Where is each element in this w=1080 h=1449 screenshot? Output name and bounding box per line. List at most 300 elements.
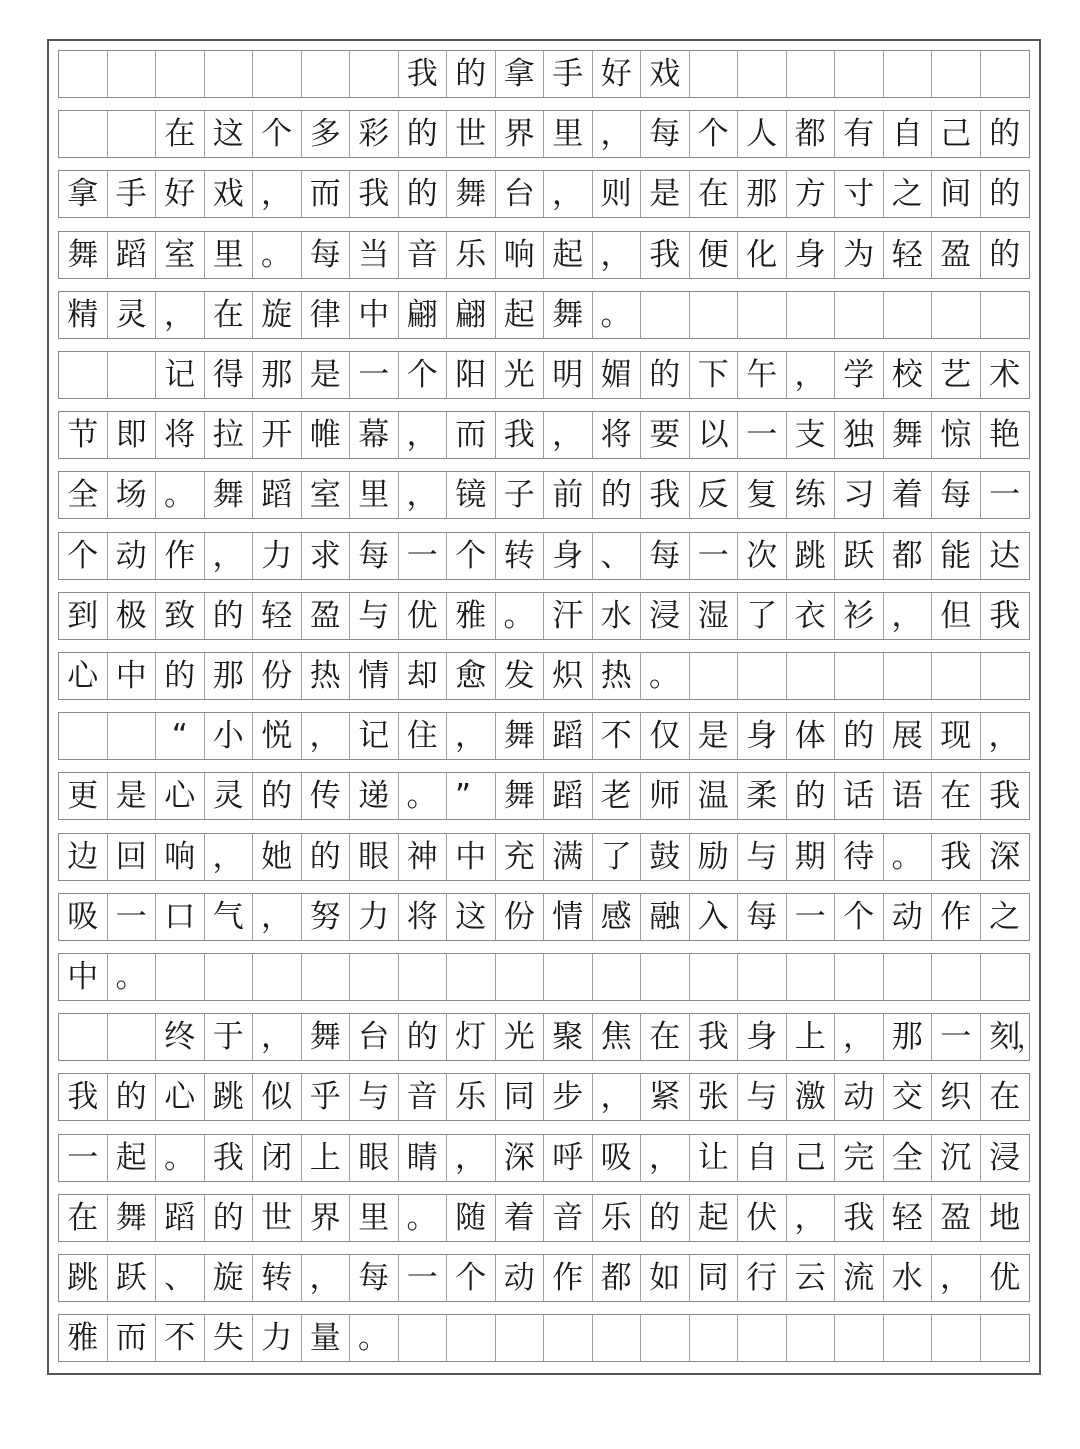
grid-cell: 盈 [932,232,981,278]
grid-cell: 记 [156,352,205,398]
grid-cell: 的 [835,713,884,759]
grid-cell [108,1014,157,1060]
grid-row [58,110,1030,158]
grid-cell [884,292,933,338]
grid-cell: 刻 ， [989,1018,1043,1055]
grid-cell: 舞 [108,1195,157,1241]
grid-cell: 达 [989,537,1021,574]
grid-cell: 。 [399,773,448,819]
grid-cell [593,954,642,1000]
grid-cell [884,954,933,1000]
grid-cell: 愈 [447,653,496,699]
grid-cell: 之 [884,171,933,217]
grid-cell: 求 [302,533,351,579]
grid-cell: 如 [641,1255,690,1301]
grid-cell: 蹈 [544,713,593,759]
grid-cell: 翩 [447,292,496,338]
grid-cell: 多 [302,111,351,157]
grid-cell: 一 [989,476,1021,513]
grid-cell: 次 [738,533,787,579]
grid-cell: 起 [108,1135,157,1181]
grid-row [58,772,1030,820]
grid-cell: 光 [496,352,545,398]
grid-cell: 一 [690,533,739,579]
grid-cell: 份 [496,894,545,940]
grid-cell: 支 [787,412,836,458]
grid-cell: 独 [835,412,884,458]
grid-cell: ， [253,894,302,940]
overflow-comma: ， [1016,1024,1043,1055]
grid-cell [835,51,884,97]
grid-cell: 。 [641,653,690,699]
grid-cell [350,51,399,97]
grid-cell: 深 [989,838,1021,875]
grid-cell: 传 [302,773,351,819]
grid-cell: 里 [350,1195,399,1241]
grid-cell [787,292,836,338]
grid-cell: 边 [59,834,108,880]
grid-cell [932,1315,981,1361]
grid-cell: 雅 [447,593,496,639]
grid-cell: 跳 [59,1255,108,1301]
grid-cell: 之 [989,898,1021,935]
grid-cell: 紧 [641,1074,690,1120]
grid-cell: 幕 [350,412,399,458]
grid-cell: 她 [253,834,302,880]
grid-cell: 己 [787,1135,836,1181]
grid-cell: 个 [447,533,496,579]
grid-cell: 我 [989,597,1021,634]
grid-cell [447,1315,496,1361]
grid-cell [932,292,981,338]
grid-cell: 习 [835,472,884,518]
grid-row [58,471,1030,519]
grid-cell: 与 [350,593,399,639]
grid-cell [690,954,739,1000]
grid-cell: 旋 [205,1255,254,1301]
grid-cell: 住 [399,713,448,759]
grid-cell: 心 [156,1074,205,1120]
grid-cell: 而 [108,1315,157,1361]
grid-cell: 充 [496,834,545,880]
grid-cell: 浸 [989,1139,1021,1176]
grid-row [58,1073,1030,1121]
grid-cell: 。 [350,1315,399,1361]
grid-cell: 里 [205,232,254,278]
grid-cell: 、 [156,1255,205,1301]
grid-cell: 身 [738,713,787,759]
grid-cell: 中 [350,292,399,338]
grid-cell: 光 [496,1014,545,1060]
grid-cell: 的 [205,593,254,639]
grid-cell: 。 [884,834,933,880]
grid-cell: 同 [496,1074,545,1120]
grid-cell: 仅 [641,713,690,759]
grid-cell: 跃 [108,1255,157,1301]
grid-cell: 焦 [593,1014,642,1060]
grid-cell: 的 [989,115,1021,152]
grid-cell: 响 [156,834,205,880]
grid-cell [156,954,205,1000]
grid-cell: 的 [253,773,302,819]
grid-cell: 优 [989,1259,1021,1296]
grid-cell: 我 [350,171,399,217]
grid-cell: 精 [59,292,108,338]
grid-cell: 份 [253,653,302,699]
grid-cell [253,954,302,1000]
grid-cell: “ [156,713,205,759]
grid-cell: 致 [156,593,205,639]
grid-cell: 但 [932,593,981,639]
grid-cell: 眼 [350,834,399,880]
grid-cell: ， [156,292,205,338]
grid-cell: 着 [884,472,933,518]
grid-cell: 我 [641,232,690,278]
grid-cell: 。 [253,232,302,278]
grid-cell: 台 [350,1014,399,1060]
grid-cell: 寸 [835,171,884,217]
grid-cell: ， [544,171,593,217]
grid-cell: 这 [205,111,254,157]
grid-row [58,50,1030,98]
grid-cell: 衣 [787,593,836,639]
grid-cell: 是 [641,171,690,217]
grid-cell: 舞 [59,232,108,278]
grid-cell: 作 [544,1255,593,1301]
grid-cell: 张 [690,1074,739,1120]
grid-cell: 热 [593,653,642,699]
grid-cell: 在 [156,111,205,157]
grid-cell: 将 [593,412,642,458]
grid-cell: 灵 [205,773,254,819]
grid-cell: ， [593,232,642,278]
grid-cell [690,292,739,338]
grid-cell: 行 [738,1255,787,1301]
grid-cell: 媚 [593,352,642,398]
grid-cell: 艺 [932,352,981,398]
grid-cell: 起 [690,1195,739,1241]
grid-cell: 舞 [884,412,933,458]
grid-cell: 舞 [447,171,496,217]
grid-cell [932,954,981,1000]
grid-cell: ， [787,352,836,398]
grid-cell: 下 [690,352,739,398]
grid-cell: 的 [108,1074,157,1120]
grid-cell: 个 [253,111,302,157]
grid-cell: 跳 [787,533,836,579]
grid-cell [641,292,690,338]
grid-cell: 音 [399,1074,448,1120]
grid-cell: 记 [350,713,399,759]
grid-cell: 拉 [205,412,254,458]
grid-cell: 伏 [738,1195,787,1241]
grid-cell: 我 [835,1195,884,1241]
grid-cell: 中 [59,954,108,1000]
grid-cell [690,1315,739,1361]
grid-cell: 动 [108,533,157,579]
grid-cell [302,51,351,97]
grid-cell: 的 [302,834,351,880]
grid-cell: 作 [932,894,981,940]
grid-cell: 不 [156,1315,205,1361]
grid-cell: 轻 [884,232,933,278]
grid-cell: 场 [108,472,157,518]
grid-cell: 的 [447,51,496,97]
grid-cell: 跃 [835,533,884,579]
grid-cell: 炽 [544,653,593,699]
grid-cell: 室 [156,232,205,278]
grid-cell: ， [835,1014,884,1060]
grid-cell: 一 [108,894,157,940]
grid-cell: 轻 [253,593,302,639]
grid-cell: 这 [447,894,496,940]
grid-cell: 鼓 [641,834,690,880]
grid-row [58,652,1030,700]
grid-cell: 深 [496,1135,545,1181]
grid-cell: 身 [787,232,836,278]
grid-cell: 灯 [447,1014,496,1060]
grid-cell: 反 [690,472,739,518]
grid-cell: 了 [738,593,787,639]
grid-cell: 我 [399,51,448,97]
grid-cell: 的 [399,111,448,157]
grid-cell: 气 [205,894,254,940]
grid-cell [835,653,884,699]
grid-cell: 蹈 [253,472,302,518]
grid-row [58,1013,1043,1061]
grid-cell: 口 [156,894,205,940]
grid-cell: 戏 [205,171,254,217]
grid-cell: ， [787,1195,836,1241]
grid-cell [738,954,787,1000]
grid-cell [932,51,981,97]
grid-cell [156,51,205,97]
grid-cell [447,954,496,1000]
grid-cell [205,954,254,1000]
grid-cell: 镜 [447,472,496,518]
grid-cell: 失 [205,1315,254,1361]
grid-cell [738,1315,787,1361]
grid-cell: 每 [350,533,399,579]
grid-cell: 汗 [544,593,593,639]
grid-cell: 一 [399,1255,448,1301]
grid-cell: 个 [447,1255,496,1301]
grid-row [58,351,1030,399]
grid-cell: 舞 [302,1014,351,1060]
grid-cell: 翩 [399,292,448,338]
grid-cell: 全 [59,472,108,518]
grid-cell: 着 [496,1195,545,1241]
grid-cell: 终 [156,1014,205,1060]
grid-cell: 好 [593,51,642,97]
grid-cell [496,1315,545,1361]
grid-cell: 拿 [59,171,108,217]
grid-cell: 每 [350,1255,399,1301]
grid-cell: ， [399,472,448,518]
grid-cell: 以 [690,412,739,458]
grid-cell: 室 [302,472,351,518]
grid-cell [59,352,108,398]
grid-cell [738,51,787,97]
grid-cell: 乐 [447,232,496,278]
grid-cell: 的 [399,171,448,217]
grid-cell: 界 [496,111,545,157]
grid-cell: ” [447,773,496,819]
grid-cell [399,1315,448,1361]
grid-cell: 身 [544,533,593,579]
grid-cell [108,51,157,97]
grid-cell: 那 [205,653,254,699]
grid-cell: 云 [787,1255,836,1301]
grid-cell: 沉 [932,1135,981,1181]
grid-row [58,411,1030,459]
grid-cell: 律 [302,292,351,338]
grid-cell: 极 [108,593,157,639]
grid-cell: 湿 [690,593,739,639]
grid-cell: 前 [544,472,593,518]
grid-cell: 眼 [350,1135,399,1181]
grid-cell: 一 [399,533,448,579]
grid-cell: 台 [496,171,545,217]
grid-cell: 我 [690,1014,739,1060]
grid-cell: 每 [641,533,690,579]
grid-cell: ， [593,1074,642,1120]
grid-row [58,291,1030,339]
grid-cell: 则 [593,171,642,217]
grid-cell: 交 [884,1074,933,1120]
grid-cell: 上 [787,1014,836,1060]
grid-cell: ， [932,1255,981,1301]
grid-cell: 展 [884,713,933,759]
grid-cell: 便 [690,232,739,278]
grid-row [58,893,1030,941]
grid-cell [641,1315,690,1361]
grid-cell [496,954,545,1000]
grid-cell: ， [302,713,351,759]
grid-cell: 个 [59,533,108,579]
grid-cell: 融 [641,894,690,940]
grid-cell [350,954,399,1000]
grid-cell: 神 [399,834,448,880]
grid-cell: ， [205,834,254,880]
grid-cell: ， [399,412,448,458]
grid-cell: 世 [253,1195,302,1241]
grid-row [58,833,1030,881]
grid-cell: 音 [544,1195,593,1241]
grid-cell: 。 [108,954,157,1000]
grid-cell [108,111,157,157]
grid-cell: 练 [787,472,836,518]
grid-cell: 织 [932,1074,981,1120]
grid-cell: 那 [884,1014,933,1060]
grid-cell: 每 [738,894,787,940]
grid-cell: 好 [156,171,205,217]
grid-cell [690,51,739,97]
grid-cell [981,292,1030,338]
grid-cell: 我 [59,1074,108,1120]
grid-row [58,953,1030,1001]
grid-cell: 期 [787,834,836,880]
grid-cell: 个 [690,111,739,157]
grid-cell: 音 [399,232,448,278]
grid-cell [108,713,157,759]
grid-cell: 一 [350,352,399,398]
grid-cell: 子 [496,472,545,518]
grid-cell: 自 [884,111,933,157]
grid-cell [59,1014,108,1060]
grid-row [58,1134,1030,1182]
grid-cell: 中 [447,834,496,880]
grid-cell [59,51,108,97]
grid-cell: 明 [544,352,593,398]
grid-cell: 力 [253,1315,302,1361]
grid-cell: 午 [738,352,787,398]
grid-cell: 一 [932,1014,981,1060]
grid-cell: 轻 [884,1195,933,1241]
grid-cell: 悦 [253,713,302,759]
grid-cell [641,954,690,1000]
grid-cell [593,1315,642,1361]
grid-cell: 入 [690,894,739,940]
grid-cell: 递 [350,773,399,819]
grid-cell: 睛 [399,1135,448,1181]
grid-cell: 似 [253,1074,302,1120]
grid-cell: 心 [156,773,205,819]
grid-cell: 人 [738,111,787,157]
grid-cell: 乎 [302,1074,351,1120]
grid-cell: 是 [302,352,351,398]
grid-cell: 语 [884,773,933,819]
grid-cell: 的 [156,653,205,699]
grid-cell: 的 [593,472,642,518]
grid-cell: 上 [302,1135,351,1181]
grid-cell: 转 [496,533,545,579]
grid-cell [835,292,884,338]
grid-cell: 灵 [108,292,157,338]
grid-cell: 能 [932,533,981,579]
grid-cell: 是 [108,773,157,819]
grid-cell: 在 [641,1014,690,1060]
grid-cell: 舞 [496,773,545,819]
grid-cell: 起 [544,232,593,278]
grid-cell: 而 [302,171,351,217]
grid-cell: 乐 [447,1074,496,1120]
grid-cell: 让 [690,1135,739,1181]
grid-cell [544,954,593,1000]
grid-cell: 术 [989,356,1021,393]
grid-cell: ， [641,1135,690,1181]
grid-cell: 每 [302,232,351,278]
grid-row [58,1194,1030,1242]
grid-cell: 量 [302,1315,351,1361]
grid-cell: 在 [205,292,254,338]
grid-cell [981,653,1030,699]
grid-cell: 手 [544,51,593,97]
grid-cell: 努 [302,894,351,940]
grid-cell: ， [447,1135,496,1181]
grid-cell [108,352,157,398]
grid-cell: 了 [593,834,642,880]
grid-cell [738,292,787,338]
grid-cell: 是 [690,713,739,759]
grid-cell: 里 [544,111,593,157]
grid-cell: 老 [593,773,642,819]
grid-cell: 在 [690,171,739,217]
grid-cell: 一 [787,894,836,940]
grid-cell: 与 [738,834,787,880]
grid-cell [59,111,108,157]
grid-cell: 体 [787,713,836,759]
